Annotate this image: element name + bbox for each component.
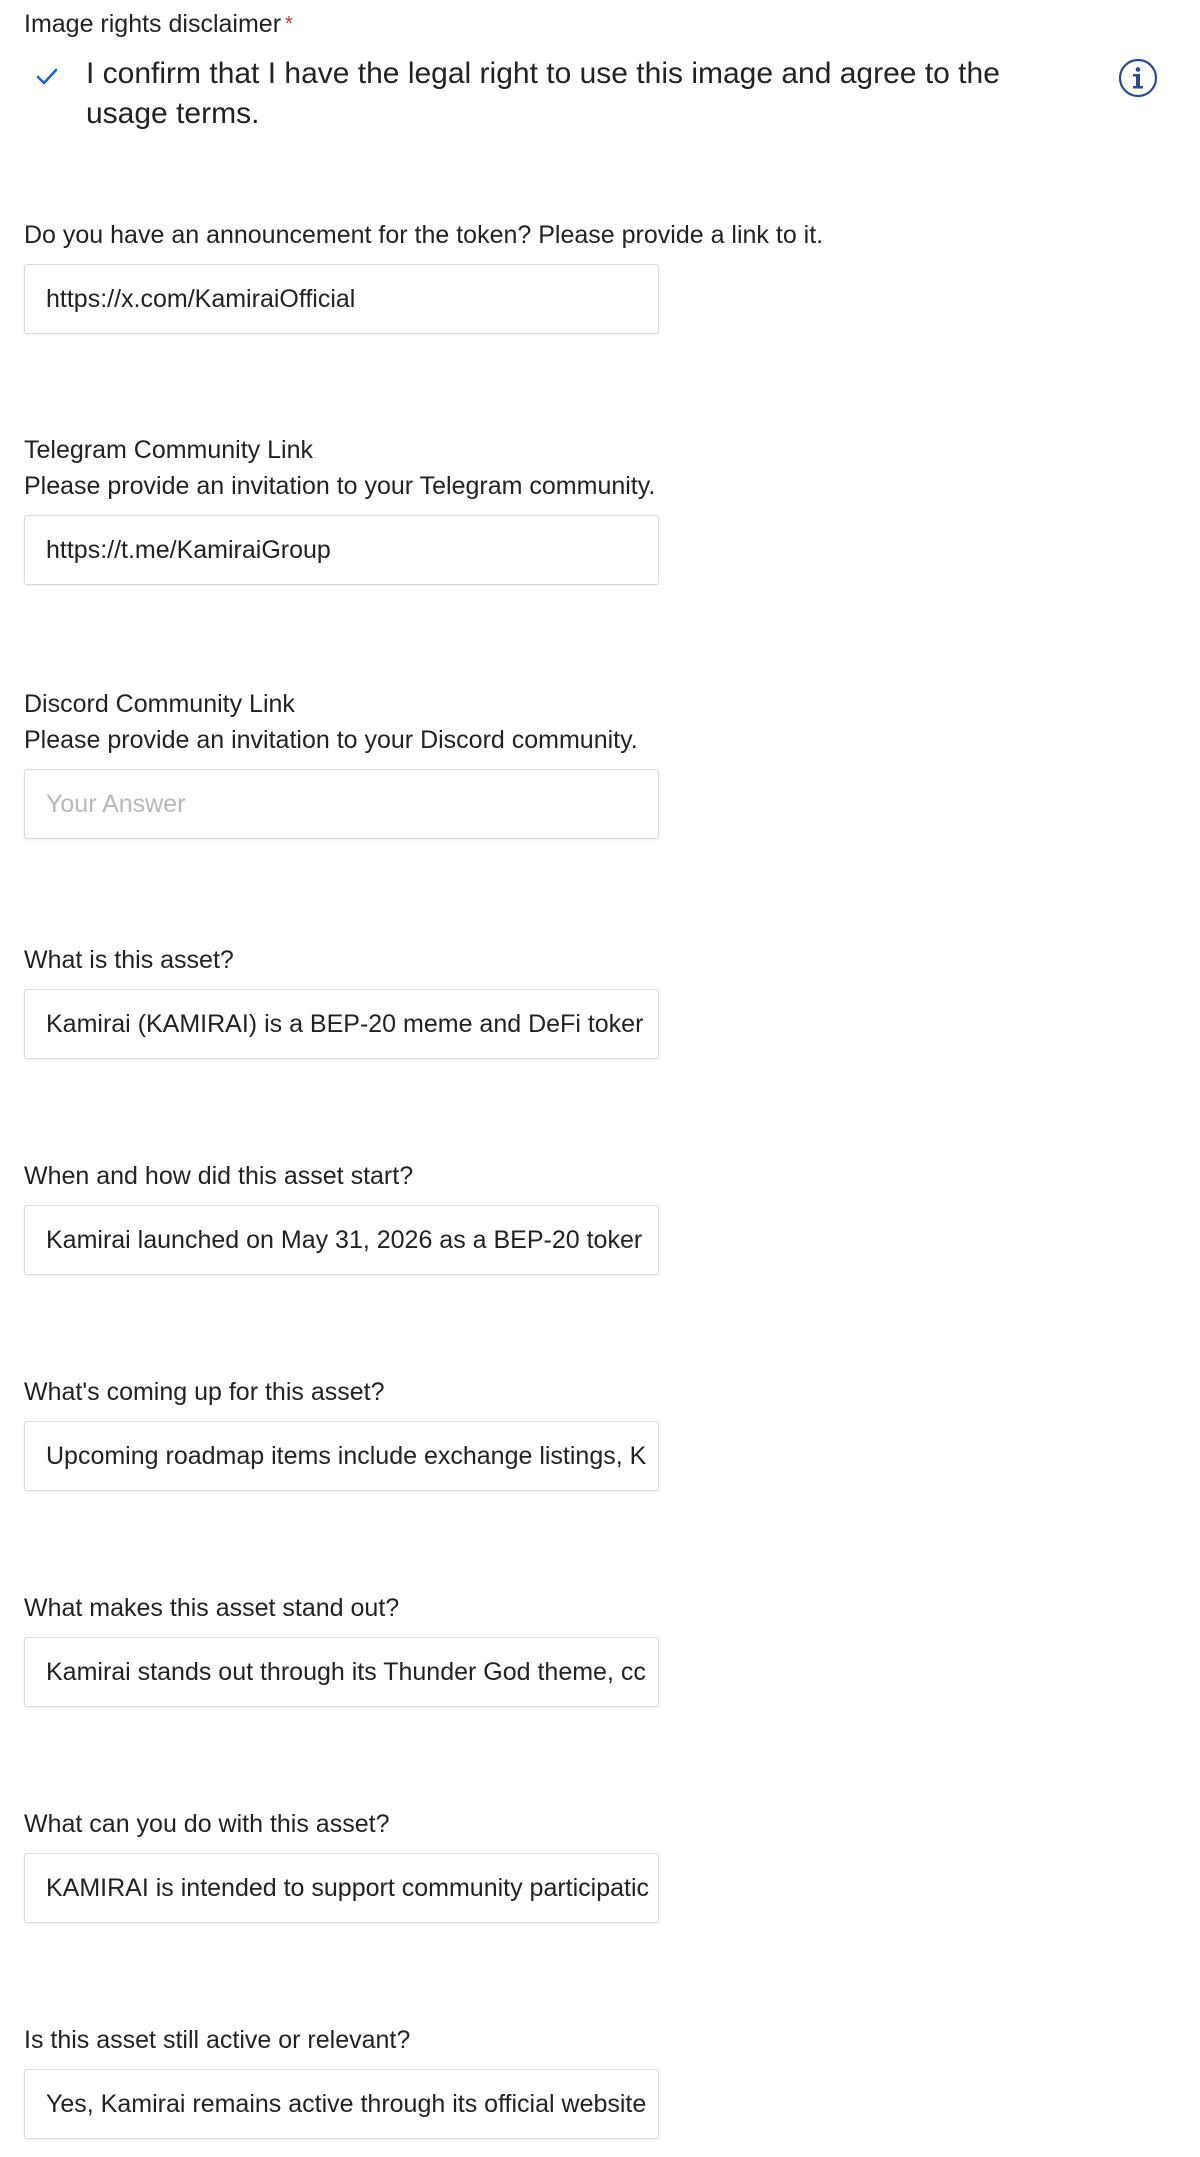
telegram-label: Telegram Community Link [24,436,313,464]
what-is-input[interactable]: Kamirai (KAMIRAI) is a BEP-20 meme and DeFi toker [24,989,659,1059]
disclaimer-confirm-text: I confirm that I have the legal right to use this image and agree to the usage terms. [86,57,1000,130]
start-input[interactable]: Kamirai launched on May 31, 2026 as a BEP-20 toker [24,1205,659,1275]
active-field [24,2022,1164,2139]
disclaimer-confirm-row[interactable] [24,54,1174,144]
what-is-label: What is this asset? [24,946,234,974]
coming-up-label: What's coming up for this asset? [24,1378,385,1406]
use-label: What can you do with this asset? [24,1810,390,1838]
use-input[interactable]: KAMIRAI is intended to support community participatic [24,1853,659,1923]
disclaimer-label-text: Image rights disclaimer [24,10,282,38]
info-icon[interactable] [1117,57,1159,99]
check-icon[interactable] [30,60,64,94]
discord-field [24,686,1164,839]
disclaimer-field [24,6,1164,42]
coming-up-field [24,1374,1164,1491]
stand-out-input[interactable]: Kamirai stands out through its Thunder God theme, cc [24,1637,659,1707]
announcement-field [24,217,1164,334]
active-input[interactable]: Yes, Kamirai remains active through its official website [24,2069,659,2139]
telegram-hint: Please provide an invitation to your Telegram community. [24,472,656,500]
use-field [24,1806,1164,1923]
discord-hint: Please provide an invitation to your Discord community. [24,726,638,754]
what-is-field [24,942,1164,1059]
start-label: When and how did this asset start? [24,1162,414,1190]
start-field [24,1158,1164,1275]
coming-up-input[interactable]: Upcoming roadmap items include exchange listings, K [24,1421,659,1491]
stand-out-field [24,1590,1164,1707]
active-label: Is this asset still active or relevant? [24,2026,411,2054]
telegram-field [24,432,1164,585]
discord-label: Discord Community Link [24,690,295,718]
announcement-input[interactable]: https://x.com/KamiraiOfficial [24,264,659,334]
announcement-label: Do you have an announcement for the token? Please provide a link to it. [24,221,824,249]
stand-out-label: What makes this asset stand out? [24,1594,400,1622]
disclaimer-label [24,6,1164,42]
required-mark: * [285,13,293,35]
discord-input[interactable]: Your Answer [24,769,659,839]
telegram-input[interactable]: https://t.me/KamiraiGroup [24,515,659,585]
